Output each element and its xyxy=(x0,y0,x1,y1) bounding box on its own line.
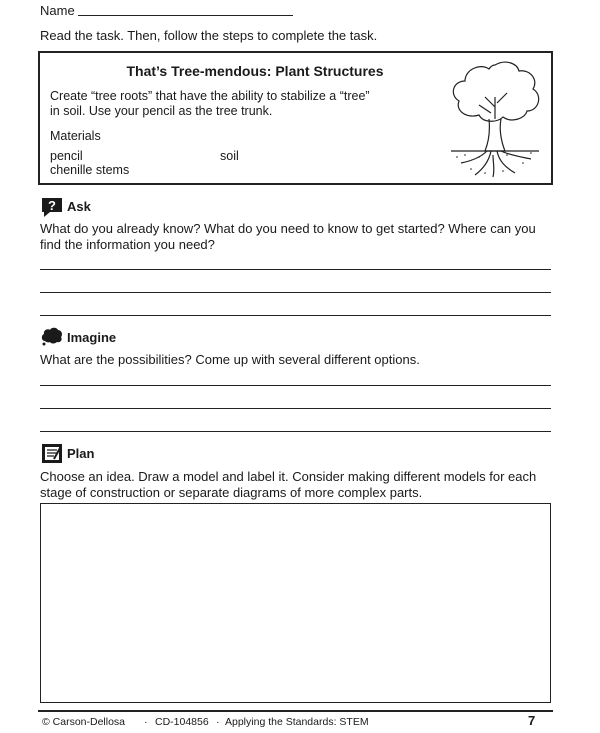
footer-separator: · xyxy=(216,716,220,728)
plan-prompt: stage of construction or separate diagrams of more complex parts. xyxy=(40,485,423,500)
imagine-answer-line[interactable] xyxy=(40,385,551,386)
task-description-line: in soil. Use your pencil as the tree trunk. xyxy=(50,104,273,118)
ask-answer-line[interactable] xyxy=(40,269,551,270)
imagine-answer-line[interactable] xyxy=(40,408,551,409)
footer-copyright: © Carson-Dellosa xyxy=(42,716,126,728)
ask-answer-line[interactable] xyxy=(40,292,551,293)
ask-heading: Ask xyxy=(67,199,91,214)
materials-heading: Materials xyxy=(50,129,101,143)
task-title: That’s Tree-mendous: Plant Structures xyxy=(126,63,384,79)
imagine-heading: Imagine xyxy=(67,330,117,345)
footer-separator: · xyxy=(144,716,148,728)
tree-illustration xyxy=(445,57,545,181)
task-description xyxy=(50,89,410,119)
svg-text:?: ? xyxy=(48,198,56,213)
footer-code: CD-104856 xyxy=(155,716,209,728)
ask-prompt: find the information you need? xyxy=(40,237,215,252)
drawing-area[interactable] xyxy=(40,503,551,703)
question-speech-icon xyxy=(40,196,64,218)
name-label: Name xyxy=(40,3,75,18)
plan-heading: Plan xyxy=(67,446,95,461)
name-field-line[interactable] xyxy=(78,15,293,16)
material-item: pencil xyxy=(50,149,83,163)
page-number: 7 xyxy=(528,713,536,728)
task-box xyxy=(38,51,553,185)
thought-cloud-icon xyxy=(40,325,64,347)
ask-answer-line[interactable] xyxy=(40,315,551,316)
material-item: chenille stems xyxy=(50,163,130,177)
plan-prompt: Choose an idea. Draw a model and label it. Consider making different models for each xyxy=(40,469,537,484)
ask-prompt: What do you already know? What do you need to know to get started? Where can you xyxy=(40,221,536,236)
imagine-answer-line[interactable] xyxy=(40,431,551,432)
notepad-icon xyxy=(40,442,64,464)
footer-series: Applying the Standards: STEM xyxy=(225,716,369,728)
imagine-prompt: What are the possibilities? Come up with several different options. xyxy=(40,352,420,367)
material-item: soil xyxy=(220,149,239,163)
footer-divider xyxy=(38,710,553,712)
instructions-text: Read the task. Then, follow the steps to complete the task. xyxy=(40,28,378,43)
task-description-line: Create “tree roots” that have the ability to stabilize a “tree” xyxy=(50,89,370,103)
